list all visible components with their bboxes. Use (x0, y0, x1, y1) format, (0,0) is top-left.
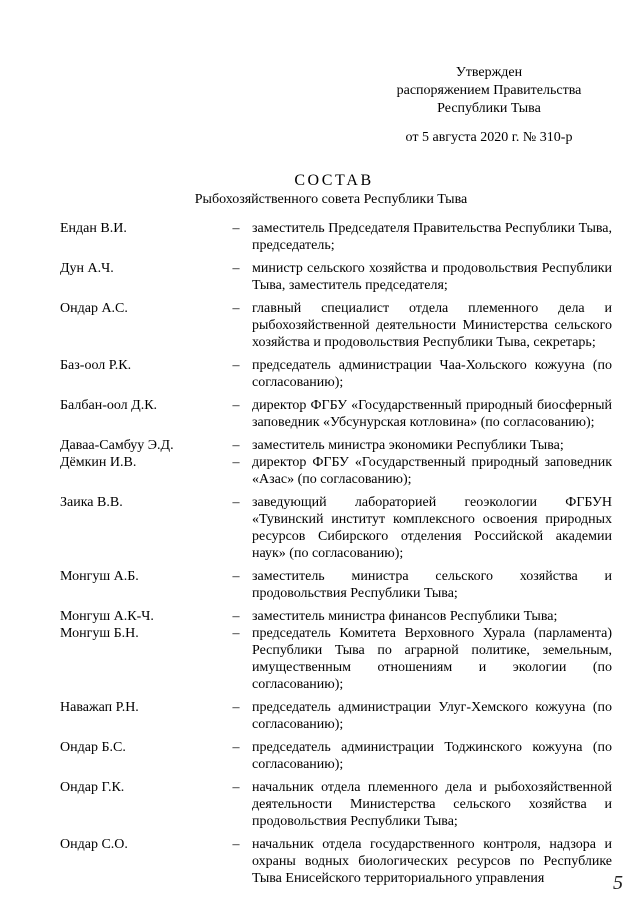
member-role: начальник отдела племенного дела и рыбохозяйственной деятельности Министерства сельского хозяйства и продовольствия Республики Тыва; (252, 780, 612, 829)
member-name: Дун А.Ч. (60, 261, 114, 276)
member-role: председатель администрации Улуг-Хемского кожууна (по согласованию); (252, 700, 612, 732)
member-role: заместитель министра экономики Республики Тыва; (252, 438, 564, 453)
member-name: Монгуш А.Б. (60, 569, 139, 584)
approval-line-3: Республики Тыва (437, 101, 541, 116)
member-dash: – (232, 740, 240, 755)
member-name: Ондар А.С. (60, 301, 128, 316)
member-dash: – (232, 261, 240, 276)
member-name: Ондар Г.К. (60, 780, 125, 795)
member-row (60, 494, 612, 562)
member-name: Монгуш Б.Н. (60, 626, 139, 641)
member-name: Монгуш А.К-Ч. (60, 609, 154, 624)
approval-line-2: распоряжением Правительства (396, 83, 582, 98)
member-name: Баз-оол Р.К. (60, 358, 132, 373)
member-role: заведующий лабораторией геоэкологии ФГБУН «Тувинский институт комплексного освоения природных ресурсов Сибирского отделения Российской академии наук» (по согласованию); (252, 495, 612, 561)
member-dash: – (232, 455, 240, 470)
member-row (60, 357, 612, 391)
member-row (60, 397, 612, 431)
member-name: Ондар Б.С. (60, 740, 126, 755)
member-role: заместитель министра сельского хозяйства и продовольствия Республики Тыва; (252, 569, 612, 601)
member-dash: – (232, 780, 240, 795)
member-name: Заика В.В. (60, 495, 123, 510)
member-role: министр сельского хозяйства и продовольствия Республики Тыва, заместитель председателя; (252, 261, 612, 293)
approval-block (384, 64, 594, 147)
member-name: Дёмкин И.В. (60, 455, 137, 470)
member-dash: – (232, 398, 240, 413)
member-row (60, 454, 612, 488)
document-subtitle: Рыбохозяйственного совета Республики Тыва (194, 192, 468, 207)
page-number: 5 (613, 872, 623, 894)
member-role: председатель Комитета Верховного Хурала (парламента) Республики Тыва по аграрной политике, земельным, имущественным отношениям и экологии (по согласованию); (252, 626, 612, 692)
approval-order: от 5 августа 2020 г. № 310-р (405, 130, 573, 145)
member-row (60, 625, 612, 693)
member-dash: – (232, 569, 240, 584)
member-name: Ендан В.И. (60, 221, 127, 236)
member-row (60, 699, 612, 733)
member-name: Наважап Р.Н. (60, 700, 139, 715)
member-role: председатель администрации Чаа-Хольского кожууна (по согласованию); (252, 358, 612, 390)
member-row (60, 568, 612, 602)
member-row (60, 779, 612, 830)
member-row (60, 300, 612, 351)
member-role: директор ФГБУ «Государственный природный биосферный заповедник «Убсунурская котловина» (по согласованию); (252, 398, 612, 430)
member-row (60, 260, 612, 294)
member-dash: – (232, 221, 240, 236)
member-dash: – (232, 626, 240, 641)
member-row (60, 608, 612, 625)
member-dash: – (232, 358, 240, 373)
member-dash: – (232, 609, 240, 624)
members-list (60, 220, 612, 893)
member-role: председатель администрации Тоджинского кожууна (по согласованию); (252, 740, 612, 772)
member-role: главный специалист отдела племенного дела и рыбохозяйственной деятельности Министерства сельского хозяйства и продовольствия Республики Тыва, секретарь; (252, 301, 612, 350)
member-dash: – (232, 301, 240, 316)
member-dash: – (232, 495, 240, 510)
document-title: СОСТАВ (294, 172, 374, 189)
member-row (60, 836, 612, 887)
member-role: заместитель Председателя Правительства Республики Тыва, председатель; (252, 221, 612, 253)
member-role: начальник отдела государственного контроля, надзора и охраны водных биологических ресурсов по Республике Тыва Енисейского территориального управления (252, 837, 612, 886)
approval-line-1: Утвержден (455, 65, 523, 80)
member-role: заместитель министра финансов Республики Тыва; (252, 609, 558, 624)
member-name: Балбан-оол Д.К. (60, 398, 158, 413)
member-row (60, 220, 612, 254)
member-row (60, 739, 612, 773)
member-name: Ондар С.О. (60, 837, 128, 852)
member-row (60, 437, 612, 454)
member-dash: – (232, 700, 240, 715)
document-heading (0, 171, 640, 209)
member-role: директор ФГБУ «Государственный природный заповедник «Азас» (по согласованию); (252, 455, 612, 487)
member-dash: – (232, 438, 240, 453)
member-name: Даваа-Самбуу Э.Д. (60, 438, 174, 453)
member-dash: – (232, 837, 240, 852)
